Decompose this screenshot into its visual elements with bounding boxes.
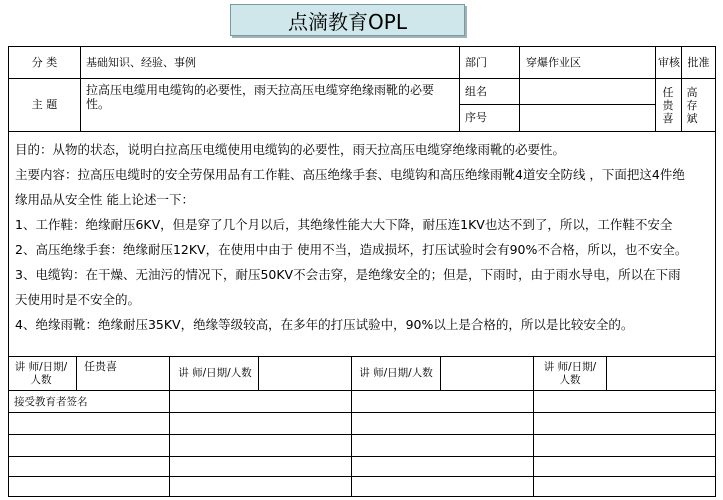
group-label: 组名 (465, 84, 487, 98)
group-value[interactable] (526, 79, 654, 104)
table-line (655, 46, 656, 132)
table-line (76, 356, 77, 391)
table-line (519, 46, 520, 132)
category-label: 分 类 (31, 55, 58, 69)
item-3-text-line-2: 天使用时是不安全的。 (15, 292, 141, 307)
approver-name: 高存斌 (686, 85, 698, 125)
lecturer-label-2: 讲 师/日期/人数 (178, 367, 252, 379)
table-border-right (715, 46, 716, 497)
lecturer-label-1: 讲 师/日期/人数 (14, 360, 68, 386)
main-content-line-2: 缘用品从安全性 能上论述一下： (15, 192, 194, 207)
item-1-text: 1、工作鞋：绝缘耐压6KV，但是穿了几个月以后，其绝缘性能大大下降，耐压连1KV也达不到了，所以，工作鞋不安全 (15, 217, 673, 232)
subject-label: 主 题 (31, 98, 58, 111)
table-line (606, 356, 607, 391)
serial-value[interactable] (526, 105, 654, 131)
lecturer-label-3: 讲 师/日期/人数 (359, 367, 433, 379)
review-label: 审核 (658, 55, 680, 69)
lecturer-value-1: 任贵喜 (84, 360, 117, 373)
table-line (351, 356, 352, 497)
table-line (8, 131, 716, 132)
table-line (533, 356, 534, 497)
category-value: 基础知识、经验、事例 (86, 55, 196, 69)
table-line (169, 356, 170, 497)
dept-value: 穿爆作业区 (526, 55, 581, 69)
table-border-bottom (8, 496, 716, 497)
dept-label: 部门 (465, 55, 487, 69)
subject-value: 拉高压电缆用电缆钩的必要性，雨天拉高压电缆穿绝缘雨靴的必要性。 (86, 83, 435, 111)
table-line (440, 356, 441, 391)
serial-label: 序号 (465, 111, 487, 124)
signature-label: 接受教育者签名 (14, 395, 88, 408)
main-content-line-1: 主要内容：拉高压电缆时的安全劳保用品有工作鞋、高压绝缘手套、电缆钩和高压绝缘雨靴4道安全防线 ，下面把这4件绝 (15, 167, 685, 182)
approve-label: 批准 (687, 55, 710, 69)
item-4-text: 4、绝缘雨靴：绝缘耐压35KV，绝缘等级较高，在多年的打压试验中，90%以上是合格的，所以是比较安全的。 (15, 317, 634, 332)
table-line (8, 434, 716, 435)
lecturer-label-4: 讲 师/日期/人数 (543, 360, 597, 386)
table-line (80, 46, 81, 132)
purpose-text: 目的：从物的状态，说明白拉高压电缆使用电缆钩的必要性，雨天拉高压电缆穿绝缘雨靴的必要性。 (15, 142, 566, 157)
reviewer-name: 任贵喜 (662, 85, 674, 125)
item-2-text: 2、高压绝缘手套：绝缘耐压12KV，在使用中由于 使用不当，造成损坏，打压试验时会有90%不合格，所以，也不安全。 (15, 242, 688, 257)
table-line (8, 456, 716, 457)
table-line (8, 476, 716, 477)
table-line (8, 412, 716, 413)
item-3-text-line-1: 3、电缆钩：在干燥、无油污的情况下，耐压50KV不会击穿，是绝缘安全的；但是，下雨时，由于雨水导电，所以在下雨 (15, 267, 681, 282)
table-line (258, 356, 259, 391)
content-area (15, 137, 715, 337)
page-title: 点滴教育OPL (230, 4, 465, 36)
table-line (459, 46, 460, 132)
